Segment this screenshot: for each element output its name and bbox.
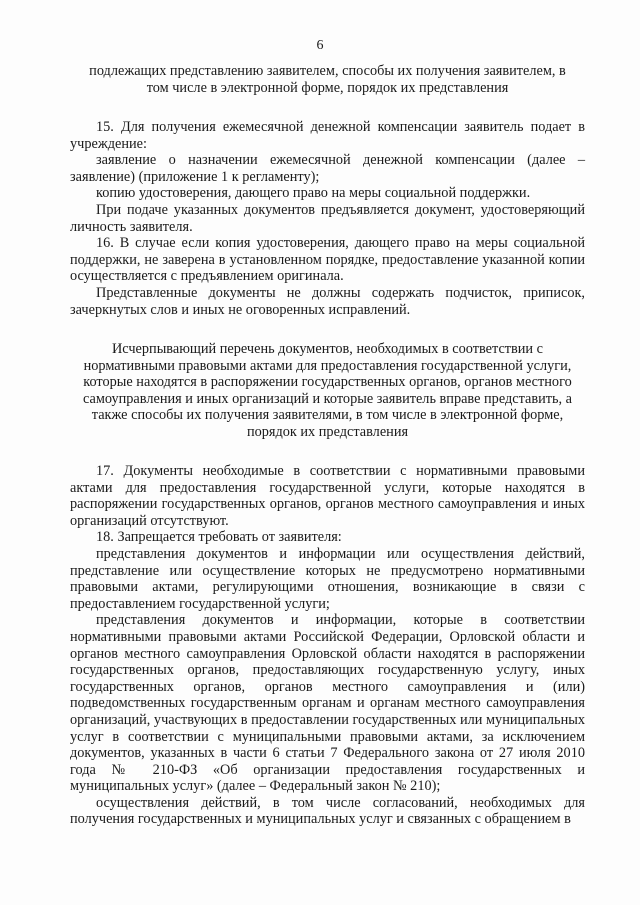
- list-item: представления документов и информации, которые в соответствии нормативными правовыми актами Российской Федерации, Орловской области и органов местного самоуправления Орловской области находятся в распоряжении государственных органов, предоставляющих государственную услугу, иных государственных органов, органов местного самоуправления и (или) подведомственных государственным органам и органам местного самоуправления организаций, участвующих в предоставлении государственных или муниципальных услуг в соответствии с муниципальными правовыми актами, за исключением документов, указанных в части 6 статьи 7 Федерального закона от 27 июля 2010 года № 210-ФЗ «Об организации предоставления государственных и муниципальных услуг» (далее – Федеральный закон № 210);: [70, 612, 585, 795]
- list-item: осуществления действий, в том числе согласований, необходимых для получения государственных и муниципальных услуг и связанных с обращением в: [70, 794, 585, 828]
- paragraph-16: 16. В случае если копия удостоверения, дающего право на меры социальной поддержки, не заверена в установленном порядке, предоставление указанной копии осуществляется с предъявлением оригинала.: [70, 235, 585, 285]
- heading-line: также способы их получения заявителями, в том числе в электронной форме,: [91, 407, 564, 424]
- heading-line: том числе в электронной форме, порядок их представления: [146, 79, 509, 96]
- heading-line: порядок их представления: [246, 423, 409, 440]
- paragraph-note: При подаче указанных документов предъявляется документ, удостоверяющий личность заявителя.: [70, 201, 585, 235]
- heading-line: нормативными правовыми актами для предоставления государственной услуги,: [83, 357, 572, 374]
- heading-line: подлежащих представлению заявителем, способы их получения заявителем, в: [89, 63, 566, 79]
- paragraph-18: 18. Запрещается требовать от заявителя:: [96, 529, 342, 546]
- section-heading-top: [70, 63, 585, 96]
- list-item: заявление о назначении ежемесячной денежной компенсации (далее – заявление) (приложение 1 к регламенту);: [70, 152, 585, 185]
- section-heading-mid: [70, 341, 585, 441]
- paragraph-15: 15. Для получения ежемесячной денежной компенсации заявитель подает в учреждение:: [70, 119, 585, 152]
- paragraph-17: 17. Документы необходимые в соответствии с нормативными правовыми актами для предоставления государственной услуги, которые находятся в распоряжении государственных органов, органов местного самоуправления и иных организаций отсутствуют.: [70, 463, 585, 529]
- paragraph-docs: Представленные документы не должны содержать подчисток, приписок, зачеркнутых слов и иных не оговоренных исправлений.: [70, 284, 585, 318]
- page-number: 6: [316, 38, 324, 53]
- list-item: копию удостоверения, дающего право на меры социальной поддержки.: [96, 185, 531, 202]
- heading-line: которые находятся в распоряжении государственных органов, органов местного: [83, 374, 572, 391]
- heading-line: Исчерпывающий перечень документов, необходимых в соответствии с: [111, 341, 544, 357]
- heading-line: самоуправления и иных организаций и которые заявитель вправе представить, а: [82, 390, 573, 407]
- list-item: представления документов и информации или осуществления действий, представление или осуществление которых не предусмотрено нормативными правовыми актами, регулирующими отношения, возникающие в связи с предоставлением государственной услуги;: [70, 545, 585, 612]
- section-a-body: [70, 119, 585, 318]
- section-b-body: [70, 463, 585, 828]
